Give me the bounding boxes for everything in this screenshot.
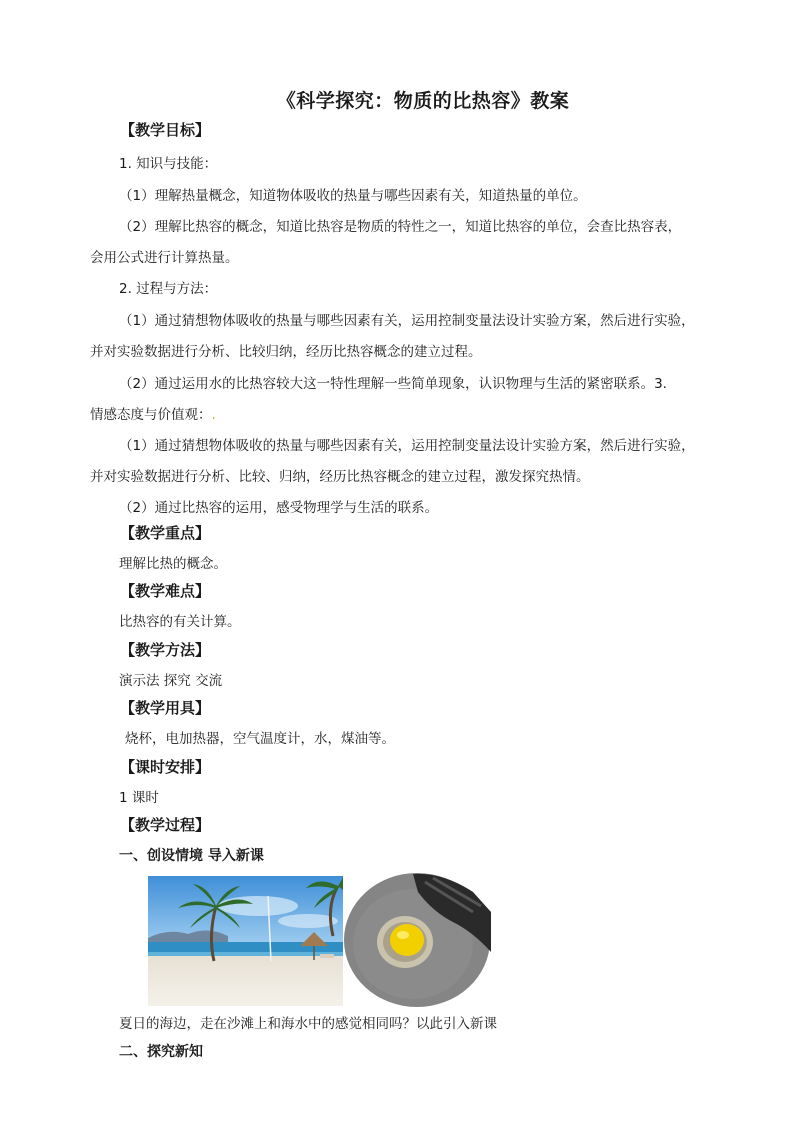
document-title: 《科学探究：物质的比热容》教案	[276, 90, 570, 112]
section-teaching-difficulty: 【教学难点】	[120, 582, 211, 600]
section-class-schedule: 【课时安排】	[120, 758, 211, 776]
section-teaching-tools: 【教学用具】	[120, 699, 211, 717]
process-step-1: 一、创设情境 导入新课	[119, 848, 264, 864]
teaching-key-text: 理解比热的概念。	[119, 556, 227, 572]
goal-1-title: 1. 知识与技能：	[119, 156, 218, 172]
goal-2-point-1-cont: 并对实验数据进行分析、比较归纳，经历比热容概念的建立过程。	[90, 344, 482, 360]
section-teaching-key: 【教学重点】	[120, 524, 211, 542]
egg-on-stone-image	[343, 872, 491, 1008]
beach-illustration	[148, 876, 343, 1006]
goal-3-point-1-cont: 并对实验数据进行分析、比较、归纳，经历比热容概念的建立过程，激发探究热情。	[90, 469, 590, 485]
goal-3-point-2: （2）通过比热容的运用，感受物理学与生活的联系。	[119, 500, 439, 516]
section-teaching-method: 【教学方法】	[120, 641, 211, 659]
process-caption: 夏日的海边，走在沙滩上和海水中的感觉相同吗？以此引入新课	[119, 1016, 497, 1032]
goal-2-point-1: （1）通过猜想物体吸收的热量与哪些因素有关，运用控制变量法设计实验方案，然后进行实验，	[119, 313, 695, 329]
goal-1-point-2: （2）理解比热容的概念，知道比热容是物质的特性之一，知道比热容的单位，会查比热容表，	[119, 219, 682, 235]
goal-1-point-1: （1）理解热量概念，知道物体吸收的热量与哪些因素有关，知道热量的单位。	[119, 188, 587, 204]
teaching-method-text: 演示法 探究 交流	[119, 673, 223, 689]
teaching-difficulty-text: 比热容的有关计算。	[119, 614, 241, 630]
goal-1-point-2-cont: 会用公式进行计算热量。	[90, 250, 239, 266]
stray-mark: .	[211, 407, 216, 423]
goal-2-title: 2. 过程与方法：	[119, 281, 218, 297]
egg-on-stone-illustration	[343, 872, 491, 1008]
teaching-tools-text: 烧杯，电加热器，空气温度计，水，煤油等。	[125, 731, 395, 747]
section-teaching-goals: 【教学目标】	[120, 121, 211, 139]
goal-3-point-1: （1）通过猜想物体吸收的热量与哪些因素有关，运用控制变量法设计实验方案，然后进行实验，	[119, 438, 695, 454]
beach-image	[148, 876, 343, 1006]
class-schedule-text: 1 课时	[119, 790, 159, 806]
process-step-2: 二、探究新知	[119, 1044, 203, 1060]
goal-3-title	[90, 406, 216, 424]
goal-2-point-2: （2）通过运用水的比热容较大这一特性理解一些简单现象，认识物理与生活的紧密联系。3.	[119, 376, 667, 392]
section-teaching-process: 【教学过程】	[120, 816, 211, 834]
goal-3-title-text: 情感态度与价值观：	[90, 407, 212, 423]
